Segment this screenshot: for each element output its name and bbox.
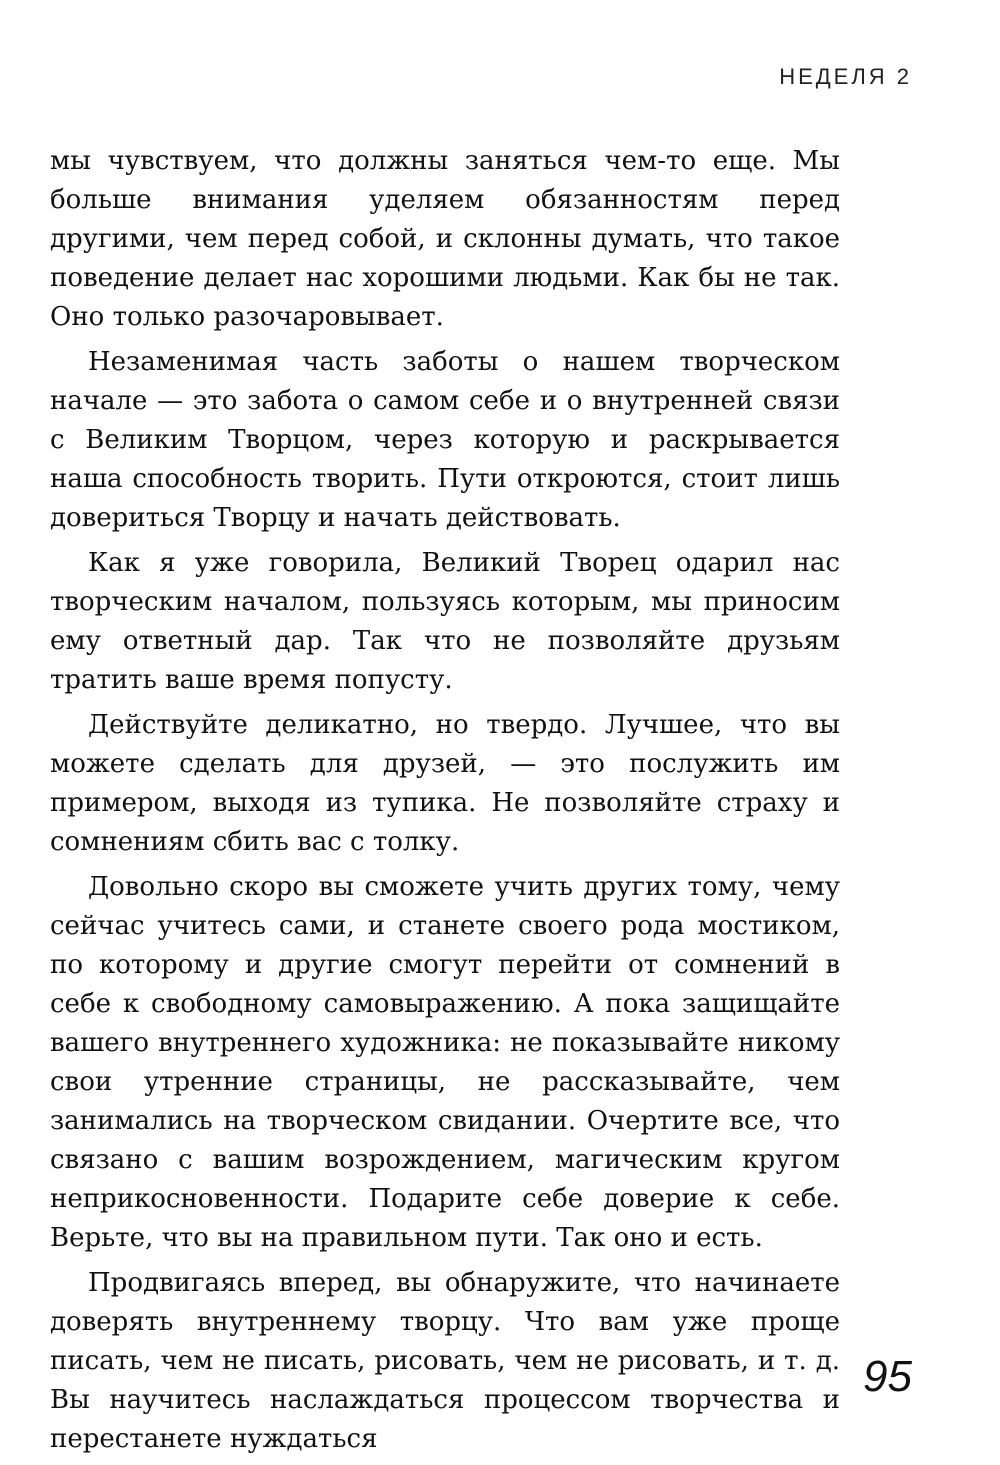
running-header: НЕДЕЛЯ 2 — [779, 64, 912, 89]
paragraph-3: Как я уже говорила, Великий Творец одарил нас творческим началом, пользуясь которым, мы приносим ему ответный дар. Так что не позволяйте друзьям тратить ваше время попусту. — [50, 548, 840, 695]
page-body — [50, 142, 840, 1465]
paragraph-4: Действуйте деликатно, но твердо. Лучшее, что вы можете сделать для друзей, — это послужить им примером, выходя из тупика. Не позволяйте страху и сомнениям сбить вас с толку. — [50, 710, 840, 857]
paragraph-6: Продвигаясь вперед, вы обнаружите, что начинаете доверять внутреннему творцу. Что вам уже проще писать, чем не писать, рисовать, чем не рисовать, и т. д. Вы научитесь наслаждаться процессом творчества и перестанете нуждаться — [50, 1268, 840, 1454]
paragraph-5: Довольно скоро вы сможете учить других тому, чему сейчас учитесь сами, и станете своего рода мостиком, по которому и другие смогут перейти от сомнений в себе к свободному самовыражению. А пока защищайте вашего внутреннего художника: не показывайте никому свои утренние страницы, не рассказывайте, чем занимались на творческом свидании. Очертите все, что связано с вашим возрождением, магическим кругом неприкосновенности. Подарите себе доверие к себе. Верьте, что вы на правильном пути. Так оно и есть. — [50, 872, 840, 1253]
page-number: 95 — [863, 1352, 912, 1401]
paragraph-2: Незаменимая часть заботы о нашем творческом начале — это забота о самом себе и о внутренней связи с Великим Творцом, через которую и раскрывается наша способность творить. Пути откроются, стоит лишь довериться Творцу и начать действовать. — [50, 347, 840, 533]
paragraph-1: мы чувствуем, что должны заняться чем-то еще. Мы больше внимания уделяем обязанностям перед другими, чем перед собой, и склонны думать, что такое поведение делает нас хорошими людьми. Как бы не так. Оно только разочаровывает. — [50, 146, 840, 332]
